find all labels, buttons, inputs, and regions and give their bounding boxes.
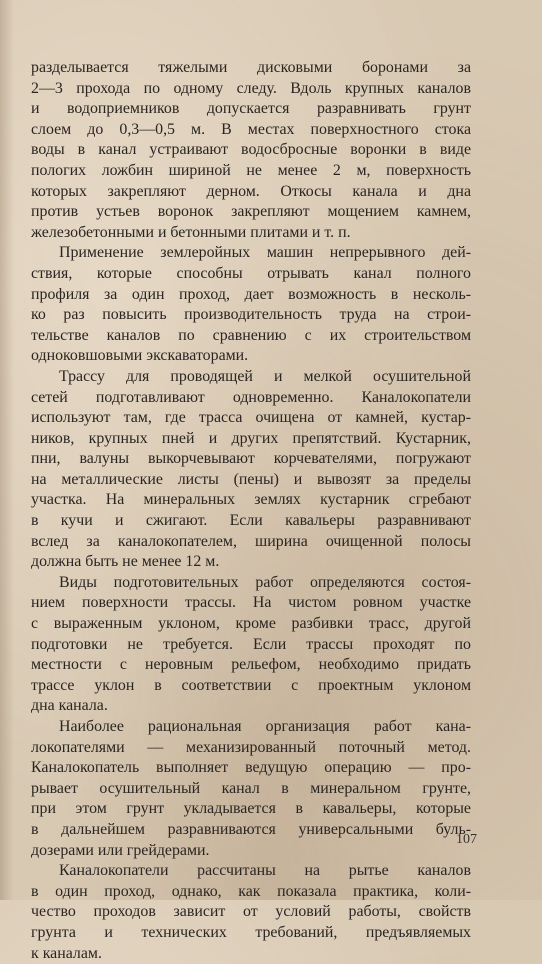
text-line: разделывается тяжелыми дисковыми боронами за <box>31 59 471 76</box>
text-line: в дальнейшем разравниваются универсальными буль- <box>31 820 471 838</box>
text-line: ко раз повысить производительность труда на строи- <box>31 306 471 324</box>
text-line: железобетонными и бетонными плитами и т. п. <box>31 223 351 241</box>
text-line: ствия, которые способны отрывать канал полного <box>31 264 471 282</box>
text-line: с выраженным уклоном, кроме разбивки трасс, другой <box>31 615 471 633</box>
text-line: воды в канал устраивают водосбросные воронки в виде <box>31 141 471 159</box>
text-line: рывает осушительный канал в минеральном грунте, <box>31 779 471 797</box>
text-line: сетей подготавливают одновременно. Каналокопатели <box>31 388 471 406</box>
text-line: трассе уклон в соответствии с проектным уклоном <box>31 676 471 694</box>
text-line: местности с неровным рельефом, необходимо придать <box>31 656 471 674</box>
text-line: при этом грунт укладывается в кавальеры, которые <box>31 800 471 818</box>
text-line: Трассу для проводящей и мелкой осушительной <box>59 367 471 385</box>
text-line: 2—3 прохода по одному следу. Вдоль крупных каналов <box>31 79 471 97</box>
text-line: слоем до 0,3—0,5 м. В местах поверхностного стока <box>31 120 471 138</box>
paragraph <box>31 573 471 717</box>
text-line: в кучи и сжигают. Если кавальеры разравнивают <box>31 512 471 530</box>
text-line: которых закрепляют дерном. Откосы канала и дна <box>31 182 471 200</box>
text-line: одноковшовыми экскаваторами. <box>31 347 249 365</box>
text-line: тельстве каналов по сравнению с их строительством <box>31 326 471 344</box>
text-line: Наиболее рациональная организация работ кана- <box>59 718 471 735</box>
paragraph <box>31 717 471 861</box>
text-line: на металлические листы (пены) и вывозят за пределы <box>31 470 471 488</box>
text-line: используют там, где трасса очищена от камней, кустар- <box>31 409 471 427</box>
paragraph <box>31 367 471 573</box>
paragraph <box>31 58 471 243</box>
paragraph <box>31 243 471 367</box>
text-line: Каналокопатель выполняет ведущую операцию — про- <box>31 759 471 777</box>
text-line: к каналам. <box>31 944 102 962</box>
text-line: пни, валуны выкорчевывают корчевателями, погружают <box>31 450 471 468</box>
text-line: подготовки не требуется. Если трассы проходят по <box>31 635 471 653</box>
text-line: Каналокопатели рассчитаны на рытье каналов <box>59 862 471 880</box>
text-line: пологих ложбин шириной не менее 2 м, поверхность <box>31 161 471 179</box>
text-line: ников, крупных пней и других препятствий. Кустарник, <box>31 429 471 447</box>
text-line: локопателями — механизированный поточный метод. <box>31 738 471 756</box>
page-edge-shadow <box>0 0 14 900</box>
text-line: Виды подготовительных работ определяются состоя- <box>59 573 471 591</box>
paragraph <box>31 861 471 964</box>
text-line: участка. На минеральных землях кустарник сгребают <box>31 491 471 509</box>
text-line: чество проходов зависит от условий работы, свойств <box>31 903 471 921</box>
text-line: вслед за каналокопателем, ширина очищенной полосы <box>31 532 471 550</box>
text-line: нием поверхности трассы. На чистом ровном участке <box>31 594 471 612</box>
text-line: и водоприемников допускается разравнивать грунт <box>31 100 471 118</box>
body-text <box>31 58 471 964</box>
text-line: должна быть не менее 12 м. <box>31 553 220 571</box>
page-number: 107 <box>456 832 477 847</box>
text-line: профиля за один проход, дает возможность в несколь- <box>31 285 471 303</box>
text-line: в один проход, однако, как показала практика, коли- <box>31 882 471 900</box>
text-line: грунта и технических требований, предъявляемых <box>31 923 471 941</box>
text-line: дозерами или грейдерами. <box>31 841 210 859</box>
text-line: против устьев воронок закрепляют мощением камнем, <box>31 203 471 221</box>
text-line: Применение землеройных машин непрерывного дей- <box>59 244 471 262</box>
text-line: дна канала. <box>31 697 108 715</box>
